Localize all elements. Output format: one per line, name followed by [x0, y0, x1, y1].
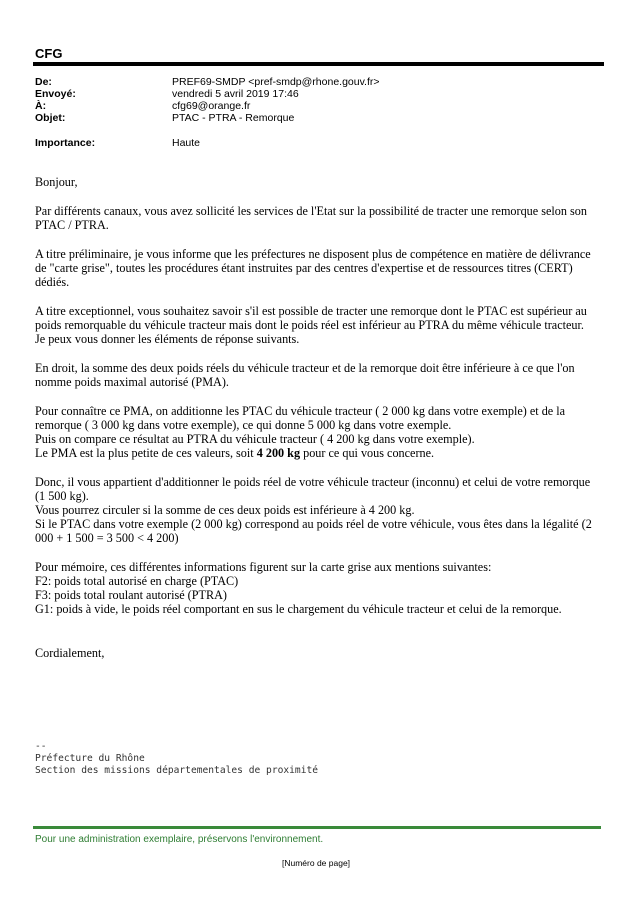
title-rule [33, 62, 604, 66]
paragraph-6a: Donc, il vous appartient d'additionner le poids réel de votre véhicule tracteur (inconnu) et celui de votre remorque (1 500 kg). [35, 475, 591, 503]
paragraph-7c: F3: poids total roulant autorisé (PTRA) [35, 588, 227, 602]
header-sent-value: vendredi 5 avril 2019 17:46 [172, 88, 299, 100]
signature-line-1: Préfecture du Rhône [35, 753, 145, 764]
header-from-value: PREF69-SMDP <pref-smdp@rhone.gouv.fr> [172, 76, 380, 88]
paragraph-7a: Pour mémoire, ces différentes informations figurent sur la carte grise aux mentions suivantes: [35, 560, 492, 574]
header-importance-label: Importance: [35, 137, 96, 149]
signature-dashes: -- [35, 741, 47, 752]
header-subject-label: Objet: [35, 112, 66, 124]
signature-block [35, 741, 318, 777]
paragraph-4: En droit, la somme des deux poids réels du véhicule tracteur et de la remorque doit être inférieure à ce que l'on nomme poids maximal autorisé (PMA). [35, 361, 575, 389]
paragraph-6b: Vous pourrez circuler si la somme de ces deux poids est inférieure à 4 200 kg. [35, 503, 415, 517]
paragraph-5c-pre: Le PMA est la plus petite de ces valeurs, soit [35, 446, 257, 460]
paragraph-6c: Si le PTAC dans votre exemple (2 000 kg) correspond au poids réel de votre véhicule, vous êtes dans la légalité (2 000 + 1 500 = 3 500 < 4 200) [35, 517, 592, 545]
paragraph-5c [35, 446, 600, 460]
header-subject-value: PTAC - PTRA - Remorque [172, 112, 295, 124]
footer-rule [33, 826, 601, 829]
closing: Cordialement, [35, 646, 105, 660]
footer-eco-text: Pour une administration exemplaire, préservons l'environnement. [35, 834, 324, 845]
greeting: Bonjour, [35, 175, 78, 189]
pma-value: 4 200 kg [256, 446, 301, 460]
paragraph-5a: Pour connaître ce PMA, on additionne les PTAC du véhicule tracteur ( 2 000 kg dans votre exemple) et de la remorque ( 3 000 kg dans votre exemple), ce qui donne 5 000 kg dans votre exemple. [35, 404, 566, 432]
paragraph-3b: Je peux vous donner les éléments de réponse suivants. [35, 332, 300, 346]
signature-line-2: Section des missions départementales de proximité [35, 765, 319, 776]
paragraph-5b: Puis on compare ce résultat au PTRA du véhicule tracteur ( 4 200 kg dans votre exemple). [35, 432, 475, 446]
header-to-label: À: [35, 100, 47, 112]
paragraph-5c-post: pour ce qui vous concerne. [300, 446, 435, 460]
paragraph-2: A titre préliminaire, je vous informe que les préfectures ne disposent plus de compétence en matière de délivrance de "carte grise", toutes les procédures étant instruites par des centres d'expertise et de ressources titres (CERT) dédiés. [35, 247, 591, 289]
document-title: CFG [35, 46, 63, 61]
header-to-value: cfg69@orange.fr [172, 100, 251, 112]
paragraph-3a: A titre exceptionnel, vous souhaitez savoir s'il est possible de tracter une remorque dont le PTAC est supérieur au poids remorquable du véhicule tracteur mais dont le poids réel est inférieur au PTRA du même véhicule tracteur. [35, 304, 587, 332]
header-importance-value: Haute [172, 137, 201, 149]
header-from-label: De: [35, 76, 52, 88]
page-number: [Numéro de page] [282, 858, 351, 868]
header-sent-label: Envoyé: [35, 88, 76, 100]
paragraph-1: Par différents canaux, vous avez sollicité les services de l'Etat sur la possibilité de tracter une remorque selon son PTAC / PTRA. [35, 204, 587, 232]
paragraph-7d: G1: poids à vide, le poids réel comportant en sus le chargement du véhicule tracteur et celui de la remorque. [35, 602, 562, 616]
paragraph-7b: F2: poids total autorisé en charge (PTAC) [35, 574, 239, 588]
email-body [35, 175, 600, 675]
